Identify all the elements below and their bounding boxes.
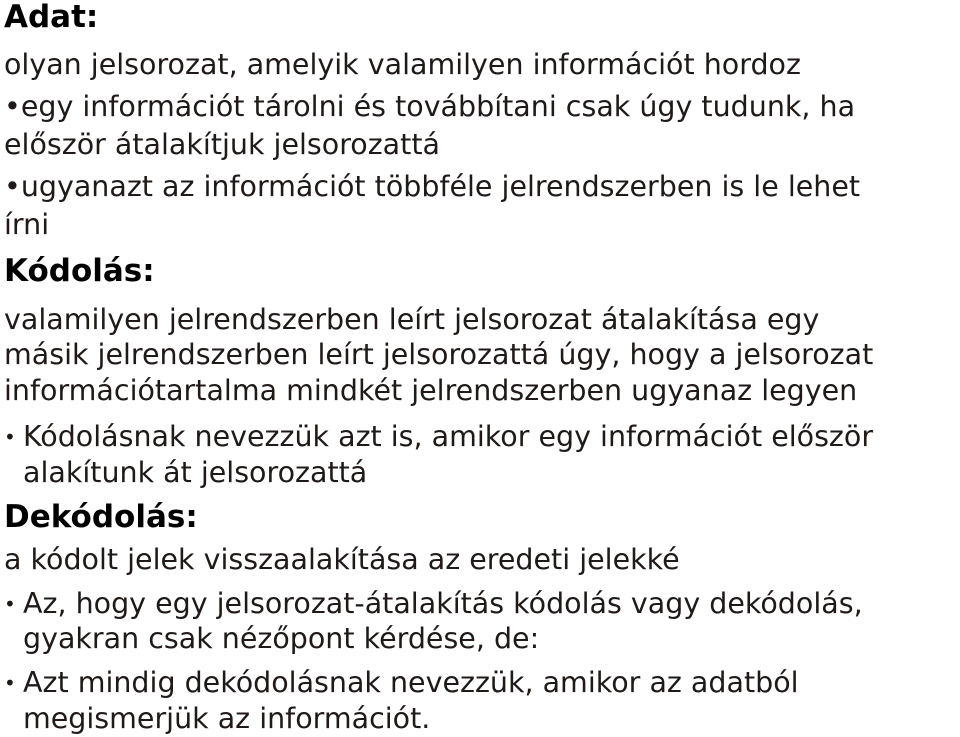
adat-bullet-2 [4, 170, 860, 204]
adat-bullet-2-line-1: ugyanazt az információt többféle jelrendszerben is le lehet [20, 170, 861, 203]
heading-adat: Adat: [4, 0, 99, 35]
heading-dekodolas: Dekódolás: [4, 499, 198, 535]
adat-bullet-1 [4, 90, 855, 124]
bullet-marker: • [4, 671, 16, 695]
dekodolas-bullet-2-line-1: Azt mindig dekódolásnak nevezzük, amikor az adatból [23, 666, 799, 699]
kodolas-definition-line-2: másik jelrendszerben leírt jelsorozattá úgy, hogy a jelsorozat [4, 338, 874, 371]
bullet-marker: • [4, 170, 21, 203]
dekodolas-bullet-1-line-2: gyakran csak nézőpont kérdése, de: [23, 622, 540, 655]
kodolas-bullet-1-line-1: Kódolásnak nevezzük azt is, amikor egy információt először [23, 420, 874, 453]
dekodolas-bullet-1-line-1: Az, hogy egy jelsorozat-átalakítás kódolás vagy dekódolás, [23, 587, 863, 620]
dekodolas-definition: a kódolt jelek visszaalakítása az eredeti jelekké [4, 543, 680, 576]
adat-bullet-1-line-1: egy információt tárolni és továbbítani csak úgy tudunk, ha [20, 90, 856, 123]
adat-definition: olyan jelsorozat, amelyik valamilyen információt hordoz [4, 48, 801, 81]
kodolas-definition-line-1: valamilyen jelrendszerben leírt jelsorozat átalakítása egy [4, 303, 820, 336]
kodolas-bullet-1-line-2: alakítunk át jelsorozattá [23, 456, 368, 489]
adat-bullet-2-line-2: írni [4, 208, 50, 241]
bullet-marker: • [4, 90, 21, 123]
kodolas-definition-line-3: információtartalma mindkét jelrendszerben ugyanaz legyen [4, 374, 858, 407]
heading-kodolas: Kódolás: [4, 253, 155, 289]
bullet-marker: • [4, 592, 16, 616]
adat-bullet-1-line-2: először átalakítjuk jelsorozattá [4, 128, 440, 161]
dekodolas-bullet-2-line-2: megismerjük az információt. [23, 702, 431, 735]
bullet-marker: • [4, 425, 16, 449]
